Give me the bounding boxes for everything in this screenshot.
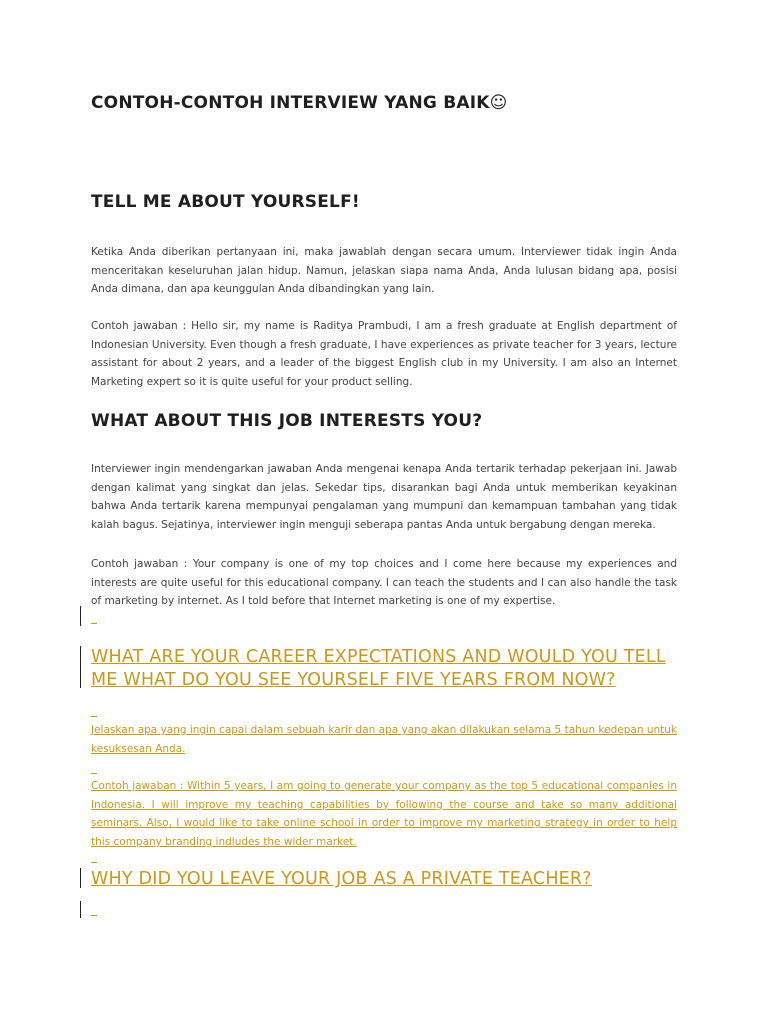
text-cursor-marker [80,646,81,688]
link-marker [91,915,97,916]
text-cursor-marker [80,606,81,626]
link-marker [91,716,97,717]
paragraph-career-example-link[interactable]: Contoh jawaban : Within 5 years, I am going to generate your company as the top 5 educational companies in Indonesia. I will improve my teaching capabilities by following the course and take so many additional seminars. Also, I would like to take online school in order to improve my marketing strategy in order to help this company branding indludes the wider market. [91,780,677,849]
paragraph-tell-me-example: Contoh jawaban : Hello sir, my name is Raditya Prambudi, I am a fresh graduate at English department of Indonesian University. Even though a fresh graduate, I have experiences as private teacher for 3 years, lecture assistant for about 2 years, and a leader of the biggest English club in my University. I am also an Internet Marketing expert so it is quite useful for your product selling. [91,320,677,389]
link-marker [91,623,97,624]
link-marker [91,862,97,863]
paragraph-job-interest-guidance: Interviewer ingin mendengarkan jawaban Anda mengenai kenapa Anda tertarik terhadap pekerjaan ini. Jawab dengan kalimat yang singkat dan jelas. Sekedar tips, disarankan bagi Anda untuk memberikan keyakinan bahwa Anda tertarik karena mempunyai pengalaman yang mumpuni dan kemampuan tambahan yang tidak kalah bagus. Sejatinya, interviewer ingin menguji seberapa pantas Anda untuk bergabung dengan mereka. [91,463,677,532]
paragraph-career-guidance-link[interactable]: Jelaskan apa yang ingin capai dalam sebuah karir dan apa yang akan dilakukan selama 5 tahun kedepan untuk kesuksesan Anda. [91,724,677,755]
paragraph-tell-me-guidance: Ketika Anda diberikan pertanyaan ini, maka jawablah dengan secara umum. Interviewer tidak ingin Anda menceritakan keseluruhan jalan hidup. Namun, jelaskan siapa nama Anda, Anda lulusan bidang apa, posisi Anda dimana, dan apa keunggulan Anda dibandingkan yang lain. [91,246,677,296]
section-heading-career-link[interactable]: WHAT ARE YOUR CAREER EXPECTATIONS AND WOULD YOU TELL ME WHAT DO YOU SEE YOURSELF FIVE YEARS FROM NOW? [91,647,666,690]
section-heading-job-interest: WHAT ABOUT THIS JOB INTERESTS YOU? [91,411,483,431]
section-heading-tell-me: TELL ME ABOUT YOURSELF! [91,192,360,212]
section-heading-private-teacher-link[interactable]: WHY DID YOU LEAVE YOUR JOB AS A PRIVATE TEACHER? [91,869,592,889]
document-title: CONTOH-CONTOH INTERVIEW YANG BAIK☺ [91,93,508,113]
link-marker [91,773,97,774]
text-cursor-marker [80,901,81,918]
text-cursor-marker [80,868,81,888]
paragraph-job-interest-example: Contoh jawaban : Your company is one of my top choices and I come here because my experiences and interests are quite useful for this educational company. I can teach the students and I can also handle the task of marketing by internet. As I told before that Internet marketing is one of my expertise. [91,558,677,608]
